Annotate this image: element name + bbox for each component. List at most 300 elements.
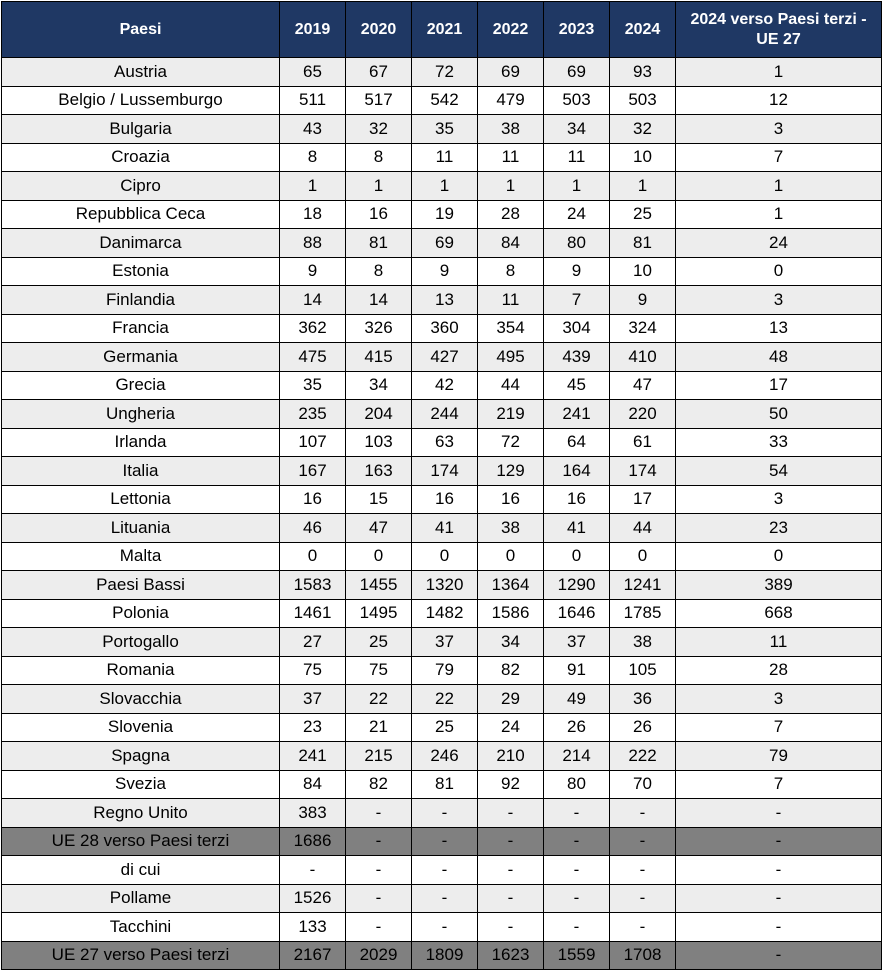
value-cell-2020: 1455 bbox=[346, 571, 412, 600]
value-cell-2024: 32 bbox=[610, 115, 676, 144]
value-cell-2021: 37 bbox=[412, 628, 478, 657]
value-cell-2024: 10 bbox=[610, 257, 676, 286]
value-cell-2021: - bbox=[412, 884, 478, 913]
extra-cell: 50 bbox=[676, 400, 882, 429]
table-row bbox=[2, 229, 882, 258]
table-row bbox=[2, 172, 882, 201]
header-year: 2022 bbox=[478, 2, 544, 58]
value-cell-2024: 410 bbox=[610, 343, 676, 372]
value-cell-2024: 1785 bbox=[610, 599, 676, 628]
extra-cell: 48 bbox=[676, 343, 882, 372]
table-row bbox=[2, 115, 882, 144]
value-cell-2023: 9 bbox=[544, 257, 610, 286]
value-cell-2024: 17 bbox=[610, 485, 676, 514]
value-cell-2024: 93 bbox=[610, 58, 676, 87]
value-cell-2019: 0 bbox=[280, 542, 346, 571]
value-cell-2019: 16 bbox=[280, 485, 346, 514]
value-cell-2020: 8 bbox=[346, 143, 412, 172]
value-cell-2023: 64 bbox=[544, 428, 610, 457]
value-cell-2024: 47 bbox=[610, 371, 676, 400]
value-cell-2020: 82 bbox=[346, 770, 412, 799]
value-cell-2024: 1 bbox=[610, 172, 676, 201]
value-cell-2020: - bbox=[346, 856, 412, 885]
header-row bbox=[2, 2, 882, 58]
value-cell-2019: 241 bbox=[280, 742, 346, 771]
value-cell-2020: 326 bbox=[346, 314, 412, 343]
value-cell-2021: 542 bbox=[412, 86, 478, 115]
value-cell-2024: 324 bbox=[610, 314, 676, 343]
value-cell-2020: 21 bbox=[346, 713, 412, 742]
value-cell-2021: 72 bbox=[412, 58, 478, 87]
table-row bbox=[2, 941, 882, 970]
value-cell-2019: 383 bbox=[280, 799, 346, 828]
value-cell-2020: - bbox=[346, 913, 412, 942]
country-cell: Irlanda bbox=[2, 428, 280, 457]
country-cell: Grecia bbox=[2, 371, 280, 400]
table-header bbox=[2, 2, 882, 58]
table-row bbox=[2, 599, 882, 628]
value-cell-2022: 69 bbox=[478, 58, 544, 87]
value-cell-2019: 14 bbox=[280, 286, 346, 315]
country-cell: Lettonia bbox=[2, 485, 280, 514]
value-cell-2022: 38 bbox=[478, 514, 544, 543]
value-cell-2019: - bbox=[280, 856, 346, 885]
extra-cell: 0 bbox=[676, 257, 882, 286]
data-table bbox=[1, 1, 882, 970]
value-cell-2021: 63 bbox=[412, 428, 478, 457]
value-cell-2019: 37 bbox=[280, 685, 346, 714]
value-cell-2019: 8 bbox=[280, 143, 346, 172]
table-row bbox=[2, 827, 882, 856]
value-cell-2019: 9 bbox=[280, 257, 346, 286]
country-cell: Malta bbox=[2, 542, 280, 571]
extra-cell: - bbox=[676, 884, 882, 913]
value-cell-2023: 80 bbox=[544, 229, 610, 258]
extra-cell: 11 bbox=[676, 628, 882, 657]
extra-cell: 389 bbox=[676, 571, 882, 600]
value-cell-2024: 10 bbox=[610, 143, 676, 172]
extra-cell: 33 bbox=[676, 428, 882, 457]
value-cell-2021: 360 bbox=[412, 314, 478, 343]
country-cell: Belgio / Lussemburgo bbox=[2, 86, 280, 115]
value-cell-2022: - bbox=[478, 913, 544, 942]
value-cell-2019: 167 bbox=[280, 457, 346, 486]
value-cell-2024: 9 bbox=[610, 286, 676, 315]
extra-cell: - bbox=[676, 799, 882, 828]
value-cell-2020: 2029 bbox=[346, 941, 412, 970]
value-cell-2019: 1583 bbox=[280, 571, 346, 600]
header-year: 2019 bbox=[280, 2, 346, 58]
extra-cell: 1 bbox=[676, 172, 882, 201]
value-cell-2020: 517 bbox=[346, 86, 412, 115]
value-cell-2022: 84 bbox=[478, 229, 544, 258]
extra-cell: 7 bbox=[676, 770, 882, 799]
value-cell-2021: 35 bbox=[412, 115, 478, 144]
value-cell-2020: 32 bbox=[346, 115, 412, 144]
extra-cell: 17 bbox=[676, 371, 882, 400]
value-cell-2022: 38 bbox=[478, 115, 544, 144]
value-cell-2024: 38 bbox=[610, 628, 676, 657]
value-cell-2023: - bbox=[544, 884, 610, 913]
value-cell-2019: 362 bbox=[280, 314, 346, 343]
value-cell-2024: 26 bbox=[610, 713, 676, 742]
value-cell-2024: 1708 bbox=[610, 941, 676, 970]
extra-cell: 12 bbox=[676, 86, 882, 115]
value-cell-2019: 107 bbox=[280, 428, 346, 457]
value-cell-2021: 69 bbox=[412, 229, 478, 258]
value-cell-2022: - bbox=[478, 827, 544, 856]
value-cell-2020: 163 bbox=[346, 457, 412, 486]
value-cell-2021: - bbox=[412, 856, 478, 885]
value-cell-2024: - bbox=[610, 827, 676, 856]
value-cell-2021: 41 bbox=[412, 514, 478, 543]
table-row bbox=[2, 514, 882, 543]
value-cell-2020: 103 bbox=[346, 428, 412, 457]
table-row bbox=[2, 884, 882, 913]
value-cell-2024: 36 bbox=[610, 685, 676, 714]
value-cell-2021: 1320 bbox=[412, 571, 478, 600]
value-cell-2022: 1364 bbox=[478, 571, 544, 600]
value-cell-2022: 44 bbox=[478, 371, 544, 400]
value-cell-2019: 27 bbox=[280, 628, 346, 657]
value-cell-2021: 22 bbox=[412, 685, 478, 714]
value-cell-2022: 28 bbox=[478, 200, 544, 229]
value-cell-2020: 25 bbox=[346, 628, 412, 657]
table-row bbox=[2, 856, 882, 885]
value-cell-2021: 174 bbox=[412, 457, 478, 486]
table-row bbox=[2, 656, 882, 685]
value-cell-2019: 23 bbox=[280, 713, 346, 742]
header-year: 2021 bbox=[412, 2, 478, 58]
value-cell-2020: - bbox=[346, 827, 412, 856]
extra-cell: - bbox=[676, 856, 882, 885]
value-cell-2024: 503 bbox=[610, 86, 676, 115]
country-cell: Slovacchia bbox=[2, 685, 280, 714]
value-cell-2021: 244 bbox=[412, 400, 478, 429]
extra-cell: 3 bbox=[676, 685, 882, 714]
value-cell-2021: 9 bbox=[412, 257, 478, 286]
value-cell-2022: 1586 bbox=[478, 599, 544, 628]
value-cell-2021: 42 bbox=[412, 371, 478, 400]
value-cell-2022: 0 bbox=[478, 542, 544, 571]
table-row bbox=[2, 400, 882, 429]
table-row bbox=[2, 58, 882, 87]
value-cell-2020: 67 bbox=[346, 58, 412, 87]
value-cell-2022: 72 bbox=[478, 428, 544, 457]
country-cell: Lituania bbox=[2, 514, 280, 543]
extra-cell: 24 bbox=[676, 229, 882, 258]
value-cell-2020: 14 bbox=[346, 286, 412, 315]
extra-cell: 3 bbox=[676, 485, 882, 514]
value-cell-2022: 1 bbox=[478, 172, 544, 201]
country-cell: Tacchini bbox=[2, 913, 280, 942]
value-cell-2024: - bbox=[610, 913, 676, 942]
country-cell: di cui bbox=[2, 856, 280, 885]
value-cell-2020: 75 bbox=[346, 656, 412, 685]
extra-cell: 0 bbox=[676, 542, 882, 571]
value-cell-2022: - bbox=[478, 884, 544, 913]
value-cell-2022: - bbox=[478, 856, 544, 885]
value-cell-2023: 41 bbox=[544, 514, 610, 543]
country-cell: Regno Unito bbox=[2, 799, 280, 828]
extra-cell: 79 bbox=[676, 742, 882, 771]
value-cell-2023: 1646 bbox=[544, 599, 610, 628]
value-cell-2023: - bbox=[544, 913, 610, 942]
country-cell: UE 28 verso Paesi terzi bbox=[2, 827, 280, 856]
value-cell-2023: 11 bbox=[544, 143, 610, 172]
value-cell-2023: 439 bbox=[544, 343, 610, 372]
country-cell: Bulgaria bbox=[2, 115, 280, 144]
value-cell-2024: 222 bbox=[610, 742, 676, 771]
value-cell-2021: 1 bbox=[412, 172, 478, 201]
extra-cell: 3 bbox=[676, 115, 882, 144]
value-cell-2024: 81 bbox=[610, 229, 676, 258]
value-cell-2019: 235 bbox=[280, 400, 346, 429]
value-cell-2021: 0 bbox=[412, 542, 478, 571]
extra-cell: 28 bbox=[676, 656, 882, 685]
country-cell: Francia bbox=[2, 314, 280, 343]
value-cell-2021: 1809 bbox=[412, 941, 478, 970]
value-cell-2021: 427 bbox=[412, 343, 478, 372]
table-row bbox=[2, 286, 882, 315]
table-row bbox=[2, 485, 882, 514]
value-cell-2024: 220 bbox=[610, 400, 676, 429]
value-cell-2023: 91 bbox=[544, 656, 610, 685]
table-row bbox=[2, 628, 882, 657]
country-cell: Pollame bbox=[2, 884, 280, 913]
value-cell-2021: 19 bbox=[412, 200, 478, 229]
extra-cell: 7 bbox=[676, 713, 882, 742]
value-cell-2020: 34 bbox=[346, 371, 412, 400]
value-cell-2019: 65 bbox=[280, 58, 346, 87]
country-cell: Austria bbox=[2, 58, 280, 87]
table-row bbox=[2, 200, 882, 229]
value-cell-2019: 46 bbox=[280, 514, 346, 543]
extra-cell: 7 bbox=[676, 143, 882, 172]
value-cell-2022: 82 bbox=[478, 656, 544, 685]
table-row bbox=[2, 571, 882, 600]
country-cell: Slovenia bbox=[2, 713, 280, 742]
value-cell-2020: - bbox=[346, 799, 412, 828]
country-cell: Croazia bbox=[2, 143, 280, 172]
value-cell-2023: 80 bbox=[544, 770, 610, 799]
value-cell-2021: 1482 bbox=[412, 599, 478, 628]
value-cell-2019: 1 bbox=[280, 172, 346, 201]
table-row bbox=[2, 770, 882, 799]
value-cell-2021: 25 bbox=[412, 713, 478, 742]
value-cell-2023: - bbox=[544, 799, 610, 828]
value-cell-2019: 133 bbox=[280, 913, 346, 942]
extra-cell: 54 bbox=[676, 457, 882, 486]
value-cell-2021: 79 bbox=[412, 656, 478, 685]
value-cell-2022: 219 bbox=[478, 400, 544, 429]
country-cell: Estonia bbox=[2, 257, 280, 286]
value-cell-2019: 1461 bbox=[280, 599, 346, 628]
value-cell-2024: 174 bbox=[610, 457, 676, 486]
value-cell-2023: 1559 bbox=[544, 941, 610, 970]
value-cell-2022: 29 bbox=[478, 685, 544, 714]
country-cell: UE 27 verso Paesi terzi bbox=[2, 941, 280, 970]
value-cell-2021: - bbox=[412, 913, 478, 942]
value-cell-2024: 1241 bbox=[610, 571, 676, 600]
header-year: 2020 bbox=[346, 2, 412, 58]
value-cell-2022: 354 bbox=[478, 314, 544, 343]
value-cell-2023: 37 bbox=[544, 628, 610, 657]
value-cell-2023: 69 bbox=[544, 58, 610, 87]
header-extra: 2024 verso Paesi terzi - UE 27 bbox=[676, 2, 882, 58]
value-cell-2019: 2167 bbox=[280, 941, 346, 970]
value-cell-2019: 18 bbox=[280, 200, 346, 229]
value-cell-2022: 8 bbox=[478, 257, 544, 286]
table-row bbox=[2, 257, 882, 286]
value-cell-2019: 84 bbox=[280, 770, 346, 799]
value-cell-2023: 16 bbox=[544, 485, 610, 514]
value-cell-2023: - bbox=[544, 856, 610, 885]
extra-cell: 1 bbox=[676, 58, 882, 87]
value-cell-2023: 26 bbox=[544, 713, 610, 742]
country-cell: Germania bbox=[2, 343, 280, 372]
country-cell: Portogallo bbox=[2, 628, 280, 657]
country-cell: Paesi Bassi bbox=[2, 571, 280, 600]
table-row bbox=[2, 457, 882, 486]
value-cell-2023: 7 bbox=[544, 286, 610, 315]
value-cell-2022: 479 bbox=[478, 86, 544, 115]
extra-cell: 13 bbox=[676, 314, 882, 343]
value-cell-2023: 1290 bbox=[544, 571, 610, 600]
value-cell-2024: - bbox=[610, 799, 676, 828]
value-cell-2021: 81 bbox=[412, 770, 478, 799]
value-cell-2020: 16 bbox=[346, 200, 412, 229]
table-row bbox=[2, 371, 882, 400]
value-cell-2019: 511 bbox=[280, 86, 346, 115]
country-cell: Danimarca bbox=[2, 229, 280, 258]
table-row bbox=[2, 428, 882, 457]
header-country: Paesi bbox=[2, 2, 280, 58]
country-cell: Spagna bbox=[2, 742, 280, 771]
table-row bbox=[2, 799, 882, 828]
value-cell-2023: 503 bbox=[544, 86, 610, 115]
extra-cell: 1 bbox=[676, 200, 882, 229]
country-cell: Repubblica Ceca bbox=[2, 200, 280, 229]
value-cell-2020: 8 bbox=[346, 257, 412, 286]
value-cell-2024: - bbox=[610, 884, 676, 913]
value-cell-2021: 11 bbox=[412, 143, 478, 172]
value-cell-2023: 164 bbox=[544, 457, 610, 486]
value-cell-2019: 88 bbox=[280, 229, 346, 258]
value-cell-2019: 75 bbox=[280, 656, 346, 685]
value-cell-2020: 204 bbox=[346, 400, 412, 429]
value-cell-2019: 1686 bbox=[280, 827, 346, 856]
value-cell-2024: 105 bbox=[610, 656, 676, 685]
value-cell-2022: 92 bbox=[478, 770, 544, 799]
value-cell-2024: 0 bbox=[610, 542, 676, 571]
country-cell: Romania bbox=[2, 656, 280, 685]
value-cell-2023: 304 bbox=[544, 314, 610, 343]
value-cell-2022: 210 bbox=[478, 742, 544, 771]
country-cell: Svezia bbox=[2, 770, 280, 799]
value-cell-2024: 70 bbox=[610, 770, 676, 799]
value-cell-2020: 215 bbox=[346, 742, 412, 771]
value-cell-2021: 13 bbox=[412, 286, 478, 315]
table-row bbox=[2, 713, 882, 742]
value-cell-2020: - bbox=[346, 884, 412, 913]
value-cell-2023: 1 bbox=[544, 172, 610, 201]
value-cell-2020: 15 bbox=[346, 485, 412, 514]
value-cell-2021: - bbox=[412, 799, 478, 828]
value-cell-2019: 475 bbox=[280, 343, 346, 372]
value-cell-2022: 495 bbox=[478, 343, 544, 372]
table-row bbox=[2, 343, 882, 372]
extra-cell: 668 bbox=[676, 599, 882, 628]
value-cell-2023: - bbox=[544, 827, 610, 856]
value-cell-2022: 11 bbox=[478, 143, 544, 172]
value-cell-2023: 214 bbox=[544, 742, 610, 771]
value-cell-2022: - bbox=[478, 799, 544, 828]
value-cell-2021: - bbox=[412, 827, 478, 856]
extra-cell: - bbox=[676, 827, 882, 856]
value-cell-2023: 241 bbox=[544, 400, 610, 429]
country-cell: Cipro bbox=[2, 172, 280, 201]
value-cell-2022: 16 bbox=[478, 485, 544, 514]
extra-cell: - bbox=[676, 941, 882, 970]
value-cell-2019: 43 bbox=[280, 115, 346, 144]
table-row bbox=[2, 913, 882, 942]
value-cell-2024: 61 bbox=[610, 428, 676, 457]
extra-cell: - bbox=[676, 913, 882, 942]
value-cell-2019: 35 bbox=[280, 371, 346, 400]
value-cell-2024: 25 bbox=[610, 200, 676, 229]
extra-cell: 3 bbox=[676, 286, 882, 315]
table-row bbox=[2, 314, 882, 343]
value-cell-2020: 1495 bbox=[346, 599, 412, 628]
table-row bbox=[2, 685, 882, 714]
value-cell-2024: 44 bbox=[610, 514, 676, 543]
value-cell-2023: 34 bbox=[544, 115, 610, 144]
country-cell: Ungheria bbox=[2, 400, 280, 429]
country-cell: Finlandia bbox=[2, 286, 280, 315]
value-cell-2022: 11 bbox=[478, 286, 544, 315]
value-cell-2020: 0 bbox=[346, 542, 412, 571]
value-cell-2022: 24 bbox=[478, 713, 544, 742]
extra-cell: 23 bbox=[676, 514, 882, 543]
value-cell-2022: 34 bbox=[478, 628, 544, 657]
value-cell-2019: 1526 bbox=[280, 884, 346, 913]
header-year: 2023 bbox=[544, 2, 610, 58]
value-cell-2020: 22 bbox=[346, 685, 412, 714]
country-cell: Polonia bbox=[2, 599, 280, 628]
table-row bbox=[2, 86, 882, 115]
value-cell-2022: 129 bbox=[478, 457, 544, 486]
value-cell-2020: 1 bbox=[346, 172, 412, 201]
value-cell-2023: 24 bbox=[544, 200, 610, 229]
value-cell-2020: 415 bbox=[346, 343, 412, 372]
table-row bbox=[2, 742, 882, 771]
header-year: 2024 bbox=[610, 2, 676, 58]
value-cell-2020: 81 bbox=[346, 229, 412, 258]
country-cell: Italia bbox=[2, 457, 280, 486]
value-cell-2021: 16 bbox=[412, 485, 478, 514]
value-cell-2020: 47 bbox=[346, 514, 412, 543]
table-body bbox=[2, 58, 882, 970]
table-row bbox=[2, 542, 882, 571]
value-cell-2022: 1623 bbox=[478, 941, 544, 970]
value-cell-2024: - bbox=[610, 856, 676, 885]
value-cell-2023: 45 bbox=[544, 371, 610, 400]
value-cell-2023: 49 bbox=[544, 685, 610, 714]
table-row bbox=[2, 143, 882, 172]
value-cell-2023: 0 bbox=[544, 542, 610, 571]
value-cell-2021: 246 bbox=[412, 742, 478, 771]
